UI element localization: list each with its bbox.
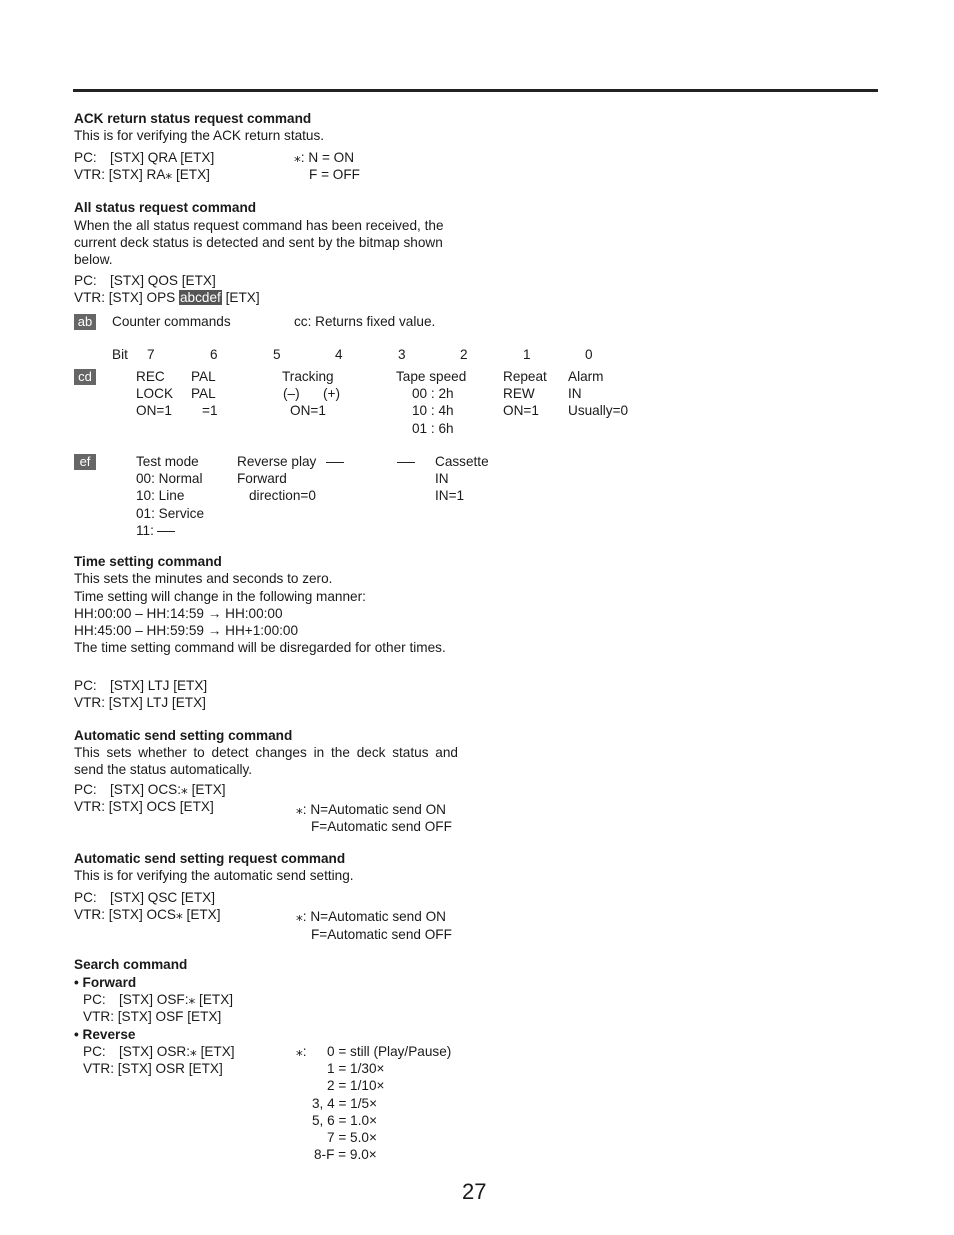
cd-bit6: =1 xyxy=(202,403,218,418)
search-star: ⁎: xyxy=(296,1044,307,1059)
cd-tracking-plus: (+) xyxy=(323,386,340,401)
allstatus-desc-2: current deck status is detected and sent by the bitmap shown xyxy=(74,235,443,250)
ef-test-mode: Test mode xyxy=(136,454,199,469)
cd-repeat: ON=1 xyxy=(503,403,539,418)
autosend-note-off: F=Automatic send OFF xyxy=(311,819,452,834)
time-pc-cmd: [STX] LTJ [ETX] xyxy=(110,678,208,693)
search-speed: 2 = 1/10× xyxy=(327,1078,385,1093)
cd-tape-speed: Tape speed xyxy=(396,369,467,384)
ab-tag: ab xyxy=(74,314,96,330)
ack-heading: ACK return status request command xyxy=(74,111,312,126)
ab-note: cc: Returns fixed value. xyxy=(294,314,436,329)
cd-bit7: REC xyxy=(136,369,165,384)
ef-reverse xyxy=(237,453,344,470)
ef-test-mode: 01: Service xyxy=(136,506,205,521)
autoreq-note-off: F=Automatic send OFF xyxy=(311,927,452,942)
time-result: HH+1:00:00 xyxy=(225,623,299,638)
dash-mark xyxy=(397,462,415,463)
search-speed: 1 = 1/30× xyxy=(327,1061,385,1076)
ef-test-mode: 10: Line xyxy=(136,488,185,503)
ef-test-mode-11 xyxy=(136,522,175,539)
allstatus-desc-1: When the all status request command has been received, the xyxy=(74,218,444,233)
ef-test-mode: 00: Normal xyxy=(136,471,203,486)
ef-reverse: direction=0 xyxy=(249,488,316,503)
search-fwd-pc-label: PC: xyxy=(83,992,106,1007)
top-rule xyxy=(73,89,878,92)
cd-repeat: Repeat xyxy=(503,369,547,384)
time-line-3 xyxy=(74,605,283,622)
time-heading: Time setting command xyxy=(74,554,222,569)
cd-tag: cd xyxy=(74,369,96,385)
search-reverse-label: • Reverse xyxy=(74,1027,136,1042)
autosend-heading: Automatic send setting command xyxy=(74,728,293,743)
cd-tape-speed: 01 : 6h xyxy=(412,421,454,436)
autosend-pc-label: PC: xyxy=(74,782,97,797)
ef-cassette: IN=1 xyxy=(435,488,465,503)
autoreq-note-on: ⁎: N=Automatic send ON xyxy=(296,909,446,924)
ab-label: Counter commands xyxy=(112,314,231,329)
vtr-suffix: [ETX] xyxy=(221,290,260,305)
time-line-4 xyxy=(74,622,298,639)
search-speed: 5, 6 = 1.0× xyxy=(312,1113,378,1128)
ack-desc: This is for verifying the ACK return status. xyxy=(74,128,325,143)
bit-number: 5 xyxy=(273,347,281,362)
ack-pc-label: PC: xyxy=(74,150,97,165)
dash-mark xyxy=(326,462,344,463)
time-line-1: This sets the minutes and seconds to zero. xyxy=(74,571,333,586)
allstatus-pc-cmd: [STX] QOS [ETX] xyxy=(110,273,216,288)
autosend-vtr: VTR: [STX] OCS [ETX] xyxy=(74,799,214,814)
allstatus-pc-label: PC: xyxy=(74,273,97,288)
search-heading: Search command xyxy=(74,957,188,972)
autoreq-vtr: VTR: [STX] OCS⁎ [ETX] xyxy=(74,907,221,922)
arrow-icon: → xyxy=(207,606,222,621)
ef-tag: ef xyxy=(74,454,96,470)
ef-reverse-label: Reverse play xyxy=(237,454,317,469)
cd-tracking-minus: (–) xyxy=(283,386,300,401)
cd-alarm: Alarm xyxy=(568,369,604,384)
cd-tape-speed: 00 : 2h xyxy=(412,386,454,401)
bit-number: 6 xyxy=(210,347,218,362)
ef-test-mode: 11: xyxy=(136,523,154,538)
bit-number: 7 xyxy=(147,347,155,362)
time-range: HH:45:00 – HH:59:59 xyxy=(74,623,208,638)
bit-number: 3 xyxy=(398,347,406,362)
autosend-pc-cmd: [STX] OCS:⁎ [ETX] xyxy=(110,782,226,797)
time-result: HH:00:00 xyxy=(225,606,283,621)
cd-bit7: LOCK xyxy=(136,386,174,401)
page-number: 27 xyxy=(462,1179,487,1204)
autoreq-pc-cmd: [STX] QSC [ETX] xyxy=(110,890,215,905)
ack-note-off: F = OFF xyxy=(309,167,360,182)
cd-alarm: Usually=0 xyxy=(568,403,629,418)
autoreq-heading: Automatic send setting request command xyxy=(74,851,346,866)
cd-alarm: IN xyxy=(568,386,582,401)
search-rev-pc-cmd: [STX] OSR:⁎ [ETX] xyxy=(119,1044,235,1059)
cd-repeat: REW xyxy=(503,386,535,401)
cd-tracking: Tracking xyxy=(282,369,334,384)
allstatus-vtr xyxy=(74,289,260,306)
bit-number: 2 xyxy=(460,347,468,362)
search-speed: 0 = still (Play/Pause) xyxy=(327,1044,452,1059)
bit-number: 0 xyxy=(585,347,593,362)
vtr-prefix: VTR: [STX] OPS xyxy=(74,290,179,305)
ack-pc-cmd: [STX] QRA [ETX] xyxy=(110,150,215,165)
search-rev-pc-label: PC: xyxy=(83,1044,106,1059)
allstatus-heading: All status request command xyxy=(74,200,257,215)
search-fwd-pc-cmd: [STX] OSF:⁎ [ETX] xyxy=(119,992,234,1007)
search-fwd-vtr: VTR: [STX] OSF [ETX] xyxy=(83,1009,222,1024)
time-line-2: Time setting will change in the following manner: xyxy=(74,589,366,604)
ef-cassette: Cassette xyxy=(435,454,489,469)
search-forward-label: • Forward xyxy=(74,975,137,990)
dash-mark xyxy=(157,531,175,532)
time-pc-label: PC: xyxy=(74,678,97,693)
ack-vtr: VTR: [STX] RA⁎ [ETX] xyxy=(74,167,210,182)
search-rev-vtr: VTR: [STX] OSR [ETX] xyxy=(83,1061,223,1076)
cd-tracking-on: ON=1 xyxy=(290,403,326,418)
autoreq-desc: This is for verifying the automatic send setting. xyxy=(74,868,354,883)
autosend-desc: This sets whether to detect changes in the deck status and send the status automatically. xyxy=(74,745,458,778)
allstatus-desc-3: below. xyxy=(74,252,113,267)
time-line-5: The time setting command will be disregarded for other times. xyxy=(74,640,446,655)
ef-cassette: IN xyxy=(435,471,449,486)
bit-number: 1 xyxy=(523,347,531,362)
ef-reverse: Forward xyxy=(237,471,287,486)
ack-note-on: ⁎: N = ON xyxy=(294,150,355,165)
bitmap-highlight: abcdef xyxy=(180,290,221,305)
autoreq-pc-label: PC: xyxy=(74,890,97,905)
bit-label: Bit xyxy=(112,347,128,362)
cd-bit6: PAL xyxy=(191,369,216,384)
time-range: HH:00:00 – HH:14:59 xyxy=(74,606,208,621)
cd-tape-speed: 10 : 4h xyxy=(412,403,454,418)
cd-bit6: PAL xyxy=(191,386,216,401)
search-speed: 3, 4 = 1/5× xyxy=(312,1096,378,1111)
time-vtr: VTR: [STX] LTJ [ETX] xyxy=(74,695,206,710)
search-speed: 7 = 5.0× xyxy=(327,1130,377,1145)
arrow-icon: → xyxy=(207,623,222,638)
autosend-note-on: ⁎: N=Automatic send ON xyxy=(296,802,446,817)
search-speed: 8-F = 9.0× xyxy=(314,1147,377,1162)
cd-bit7: ON=1 xyxy=(136,403,172,418)
bit-number: 4 xyxy=(335,347,343,362)
